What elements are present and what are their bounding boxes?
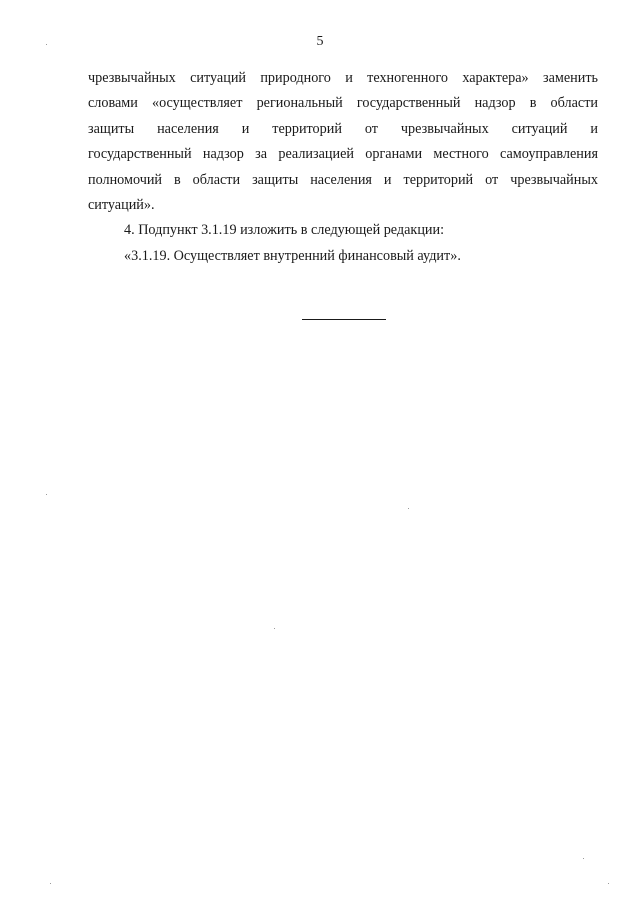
body-line-5: полномочий в области защиты населения и территорий от чрезвычайных <box>88 171 598 188</box>
body-line-6: ситуаций». <box>88 196 155 213</box>
body-line-4: государственный надзор за реализацией органами местного самоуправления <box>88 146 598 163</box>
scan-speck <box>46 44 47 45</box>
scan-speck <box>46 494 47 495</box>
scan-speck <box>274 628 275 629</box>
body-line-3: защиты населения и территорий от чрезвычайных ситуаций и <box>88 120 598 137</box>
document-body <box>88 66 598 269</box>
item-4-quote: «3.1.19. Осуществляет внутренний финансовый аудит». <box>124 247 461 264</box>
scan-speck <box>583 858 584 859</box>
body-line-2: словами «осуществляет региональный государственный надзор в области <box>88 95 598 112</box>
page-number: 5 <box>316 34 324 49</box>
scan-speck <box>50 883 51 884</box>
scan-speck <box>408 508 409 509</box>
body-line-1: чрезвычайных ситуаций природного и техногенного характера» заменить <box>88 70 598 86</box>
item-4-paragraph: 4. Подпункт 3.1.19 изложить в следующей редакции: <box>124 222 445 239</box>
scan-speck <box>608 883 609 884</box>
closing-separator-line <box>302 319 386 320</box>
